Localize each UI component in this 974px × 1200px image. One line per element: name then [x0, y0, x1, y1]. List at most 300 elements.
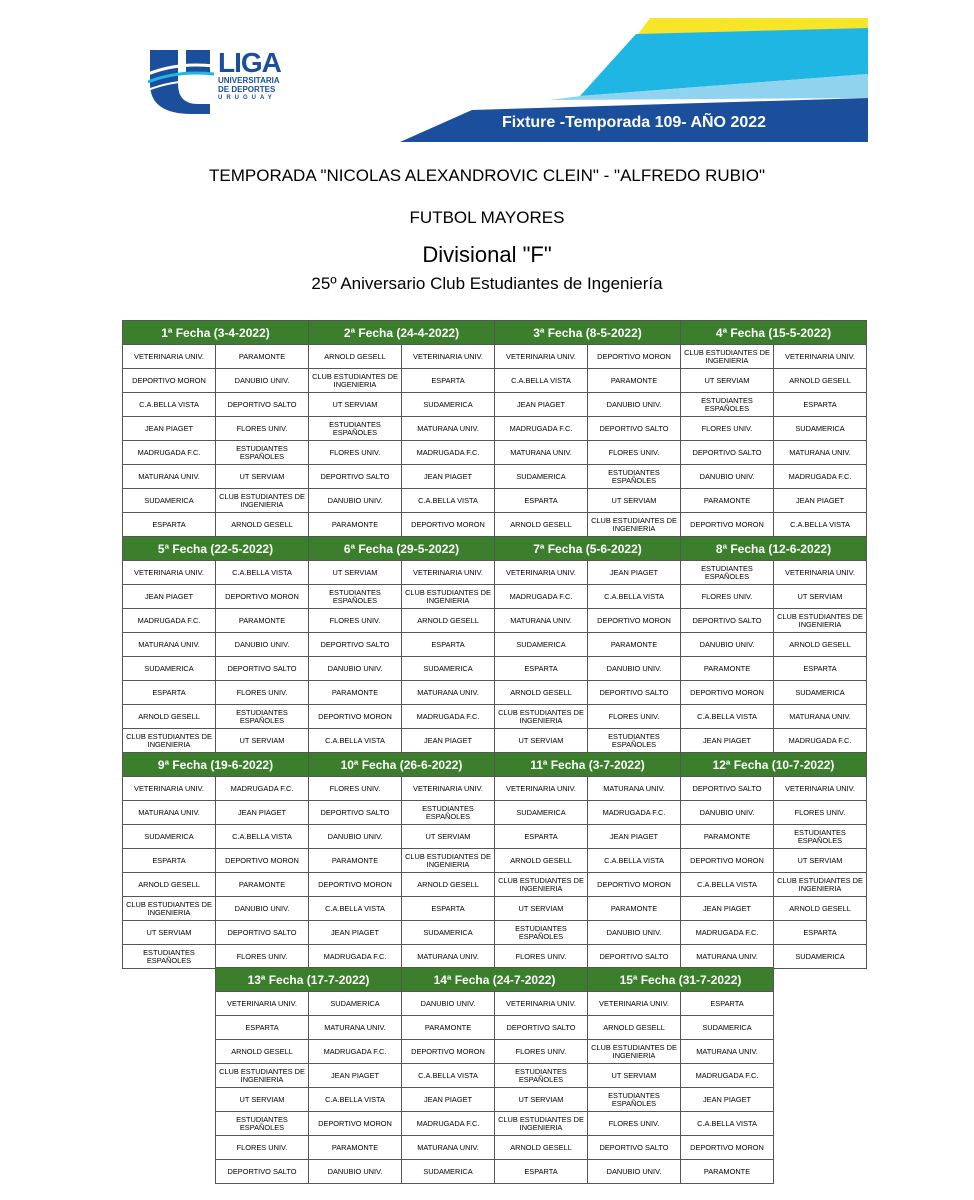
fecha-title: 5ª Fecha (22-5-2022) [123, 537, 309, 561]
away-team: MATURANA UNIV. [402, 417, 495, 441]
away-team: ESPARTA [402, 369, 495, 393]
match-row [123, 465, 309, 489]
match-row [681, 945, 867, 969]
match-row [216, 1064, 402, 1088]
match-row [123, 561, 309, 585]
away-team: FLORES UNIV. [774, 801, 867, 825]
home-team: ESPARTA [495, 825, 588, 849]
logo-line1: UNIVERSITARIA [218, 76, 280, 85]
match-row [216, 1136, 402, 1160]
away-team: PARAMONTE [681, 1160, 774, 1184]
match-row [216, 1016, 402, 1040]
home-team: ESTUDIANTES ESPAÑOLES [123, 945, 216, 969]
home-team: VETERINARIA UNIV. [495, 561, 588, 585]
match-row [309, 441, 495, 465]
away-team: C.A.BELLA VISTA [216, 825, 309, 849]
away-team: DEPORTIVO SALTO [588, 417, 681, 441]
logo-text [218, 47, 281, 102]
away-team: C.A.BELLA VISTA [774, 513, 867, 537]
home-team: JEAN PIAGET [402, 1088, 495, 1112]
match-row [588, 1040, 774, 1064]
away-team: SUDAMERICA [402, 921, 495, 945]
match-row [123, 681, 309, 705]
away-team: ESPARTA [495, 1160, 588, 1184]
home-team: MADRUGADA F.C. [681, 921, 774, 945]
home-team: CLUB ESTUDIANTES DE INGENIERIA [123, 729, 216, 753]
away-team: MATURANA UNIV. [681, 1040, 774, 1064]
match-row [309, 657, 495, 681]
away-team: ESPARTA [774, 657, 867, 681]
fecha-table-3 [494, 320, 681, 537]
home-team: ESPARTA [216, 1016, 309, 1040]
away-team: DEPORTIVO MORON [402, 513, 495, 537]
home-team: MATURANA UNIV. [123, 465, 216, 489]
fecha-title: 15ª Fecha (31-7-2022) [588, 968, 774, 992]
fecha-table-2 [308, 320, 495, 537]
away-team: VETERINARIA UNIV. [402, 345, 495, 369]
home-team: ESTUDIANTES ESPAÑOLES [309, 417, 402, 441]
home-team: JEAN PIAGET [123, 585, 216, 609]
away-team: UT SERVIAM [774, 585, 867, 609]
home-team: CLUB ESTUDIANTES DE INGENIERIA [216, 1064, 309, 1088]
home-team: ESTUDIANTES ESPAÑOLES [309, 585, 402, 609]
match-row [309, 465, 495, 489]
home-team: ARNOLD GESELL [495, 681, 588, 705]
home-team: ARNOLD GESELL [588, 1016, 681, 1040]
away-team: FLORES UNIV. [216, 945, 309, 969]
match-row [123, 441, 309, 465]
home-team: ESPARTA [123, 513, 216, 537]
home-team: DEPORTIVO MORON [681, 513, 774, 537]
home-team: DANUBIO UNIV. [681, 633, 774, 657]
home-team: DANUBIO UNIV. [402, 992, 495, 1016]
fecha-table-8 [680, 536, 867, 753]
away-team: MADRUGADA F.C. [402, 705, 495, 729]
fecha-table-9 [122, 752, 309, 969]
home-team: DEPORTIVO MORON [123, 369, 216, 393]
match-row [402, 992, 588, 1016]
away-team: PARAMONTE [309, 1136, 402, 1160]
home-team: PARAMONTE [681, 825, 774, 849]
fecha-table-13 [215, 967, 402, 1184]
match-row [495, 729, 681, 753]
home-team: MATURANA UNIV. [402, 1136, 495, 1160]
match-row [588, 1136, 774, 1160]
match-row [495, 825, 681, 849]
away-team: C.A.BELLA VISTA [309, 1088, 402, 1112]
away-team: DANUBIO UNIV. [216, 633, 309, 657]
away-team: MATURANA UNIV. [774, 705, 867, 729]
home-team: DANUBIO UNIV. [309, 489, 402, 513]
away-team: ESTUDIANTES ESPAÑOLES [402, 801, 495, 825]
away-team: DEPORTIVO MORON [216, 849, 309, 873]
home-team: VETERINARIA UNIV. [495, 777, 588, 801]
home-team: UT SERVIAM [495, 897, 588, 921]
away-team: C.A.BELLA VISTA [681, 1112, 774, 1136]
home-team: C.A.BELLA VISTA [402, 1064, 495, 1088]
home-team: ESPARTA [123, 681, 216, 705]
match-row [309, 921, 495, 945]
away-team: DANUBIO UNIV. [588, 393, 681, 417]
home-team: PARAMONTE [681, 657, 774, 681]
away-team: SUDAMERICA [681, 1016, 774, 1040]
home-team: ARNOLD GESELL [123, 873, 216, 897]
home-team: ESTUDIANTES ESPAÑOLES [216, 1112, 309, 1136]
away-team: UT SERVIAM [216, 465, 309, 489]
logo-mark-icon [148, 50, 214, 114]
match-row [495, 681, 681, 705]
match-row [495, 369, 681, 393]
match-row [588, 1160, 774, 1184]
away-team: VETERINARIA UNIV. [774, 561, 867, 585]
away-team: DEPORTIVO SALTO [216, 657, 309, 681]
away-team: MADRUGADA F.C. [588, 801, 681, 825]
away-team: ESPARTA [402, 633, 495, 657]
match-row [123, 897, 309, 921]
home-team: SUDAMERICA [402, 1160, 495, 1184]
fecha-table-1 [122, 320, 309, 537]
home-team: CLUB ESTUDIANTES DE INGENIERIA [309, 369, 402, 393]
home-team: UT SERVIAM [216, 1088, 309, 1112]
division-title: Divisional "F" [422, 242, 552, 267]
match-row [681, 729, 867, 753]
away-team: VETERINARIA UNIV. [774, 777, 867, 801]
home-team: VETERINARIA UNIV. [123, 561, 216, 585]
match-row [123, 873, 309, 897]
home-team: FLORES UNIV. [588, 1112, 681, 1136]
away-team: ARNOLD GESELL [774, 897, 867, 921]
home-team: SUDAMERICA [495, 801, 588, 825]
away-team: CLUB ESTUDIANTES DE INGENIERIA [216, 489, 309, 513]
match-row [309, 585, 495, 609]
match-row [309, 417, 495, 441]
away-team: ARNOLD GESELL [774, 633, 867, 657]
home-team: PARAMONTE [402, 1016, 495, 1040]
away-team: DANUBIO UNIV. [309, 1160, 402, 1184]
away-team: CLUB ESTUDIANTES DE INGENIERIA [588, 513, 681, 537]
home-team: FLORES UNIV. [309, 609, 402, 633]
away-team: DANUBIO UNIV. [588, 657, 681, 681]
match-row [123, 609, 309, 633]
away-team: CLUB ESTUDIANTES DE INGENIERIA [402, 849, 495, 873]
away-team: C.A.BELLA VISTA [588, 849, 681, 873]
match-row [588, 1064, 774, 1088]
match-row [681, 633, 867, 657]
away-team: FLORES UNIV. [588, 441, 681, 465]
match-row [123, 921, 309, 945]
match-row [588, 1112, 774, 1136]
match-row [309, 825, 495, 849]
away-team: C.A.BELLA VISTA [588, 585, 681, 609]
match-row [681, 465, 867, 489]
match-row [309, 777, 495, 801]
away-team: JEAN PIAGET [309, 1064, 402, 1088]
match-row [309, 945, 495, 969]
away-team: ESTUDIANTES ESPAÑOLES [588, 729, 681, 753]
home-team: DEPORTIVO MORON [402, 1040, 495, 1064]
away-team: VETERINARIA UNIV. [402, 561, 495, 585]
home-team: FLORES UNIV. [681, 585, 774, 609]
away-team: DEPORTIVO MORON [588, 873, 681, 897]
match-row [681, 849, 867, 873]
match-row [495, 873, 681, 897]
away-team: ARNOLD GESELL [402, 873, 495, 897]
match-row [123, 849, 309, 873]
match-row [309, 561, 495, 585]
home-team: ESPARTA [123, 849, 216, 873]
away-team: JEAN PIAGET [402, 729, 495, 753]
home-team: JEAN PIAGET [681, 729, 774, 753]
home-team: DANUBIO UNIV. [681, 465, 774, 489]
away-team: DEPORTIVO SALTO [495, 1016, 588, 1040]
away-team: C.A.BELLA VISTA [402, 489, 495, 513]
match-row [495, 345, 681, 369]
match-row [681, 681, 867, 705]
match-row [681, 561, 867, 585]
match-row [681, 873, 867, 897]
fecha-table-4 [680, 320, 867, 537]
away-team: ARNOLD GESELL [216, 513, 309, 537]
away-team: ESPARTA [774, 921, 867, 945]
away-team: MATURANA UNIV. [588, 777, 681, 801]
home-team: VETERINARIA UNIV. [216, 992, 309, 1016]
match-row [495, 561, 681, 585]
away-team: FLORES UNIV. [495, 1040, 588, 1064]
away-team: DANUBIO UNIV. [588, 921, 681, 945]
home-team: CLUB ESTUDIANTES DE INGENIERIA [123, 897, 216, 921]
match-row [495, 417, 681, 441]
home-team: SUDAMERICA [495, 465, 588, 489]
home-team: ARNOLD GESELL [495, 849, 588, 873]
away-team: SUDAMERICA [402, 393, 495, 417]
home-team: DEPORTIVO SALTO [681, 777, 774, 801]
home-team: UT SERVIAM [495, 729, 588, 753]
away-team: CLUB ESTUDIANTES DE INGENIERIA [495, 1112, 588, 1136]
match-row [309, 369, 495, 393]
away-team: MADRUGADA F.C. [774, 729, 867, 753]
away-team: FLORES UNIV. [588, 705, 681, 729]
fecha-title: 11ª Fecha (3-7-2022) [495, 753, 681, 777]
home-team: DEPORTIVO MORON [681, 681, 774, 705]
home-team: DEPORTIVO SALTO [681, 609, 774, 633]
home-team: ESPARTA [495, 657, 588, 681]
away-team: SUDAMERICA [402, 657, 495, 681]
home-team: SUDAMERICA [123, 489, 216, 513]
away-team: ARNOLD GESELL [774, 369, 867, 393]
away-team: CLUB ESTUDIANTES DE INGENIERIA [774, 609, 867, 633]
match-row [495, 633, 681, 657]
fecha-table-7 [494, 536, 681, 753]
fecha-title: 3ª Fecha (8-5-2022) [495, 321, 681, 345]
away-team: SUDAMERICA [774, 681, 867, 705]
home-team: MADRUGADA F.C. [123, 609, 216, 633]
fecha-title: 14ª Fecha (24-7-2022) [402, 968, 588, 992]
match-row [123, 489, 309, 513]
match-row [681, 921, 867, 945]
home-team: CLUB ESTUDIANTES DE INGENIERIA [495, 873, 588, 897]
away-team: MATURANA UNIV. [774, 441, 867, 465]
away-team: MADRUGADA F.C. [402, 441, 495, 465]
home-team: MATURANA UNIV. [123, 633, 216, 657]
home-team: FLORES UNIV. [495, 945, 588, 969]
away-team: ESTUDIANTES ESPAÑOLES [495, 1064, 588, 1088]
match-row [309, 873, 495, 897]
season-title: TEMPORADA "NICOLAS ALEXANDROVIC CLEIN" - "ALFREDO RUBIO" [209, 166, 765, 185]
match-row [216, 1112, 402, 1136]
away-team: JEAN PIAGET [216, 801, 309, 825]
home-team: DEPORTIVO MORON [309, 873, 402, 897]
anniversary-title: 25º Aniversario Club Estudiantes de Ingeniería [311, 274, 663, 293]
home-team: PARAMONTE [309, 513, 402, 537]
home-team: CLUB ESTUDIANTES DE INGENIERIA [588, 1040, 681, 1064]
match-row [123, 705, 309, 729]
fecha-title: 13ª Fecha (17-7-2022) [216, 968, 402, 992]
match-row [681, 825, 867, 849]
match-row [309, 681, 495, 705]
match-row [681, 657, 867, 681]
away-team: FLORES UNIV. [216, 681, 309, 705]
home-team: MATURANA UNIV. [495, 609, 588, 633]
home-team: MADRUGADA F.C. [402, 1112, 495, 1136]
home-team: PARAMONTE [309, 849, 402, 873]
match-row [681, 705, 867, 729]
match-row [309, 609, 495, 633]
away-team: DEPORTIVO MORON [588, 345, 681, 369]
away-team: DANUBIO UNIV. [216, 369, 309, 393]
match-row [495, 945, 681, 969]
away-team: ARNOLD GESELL [402, 609, 495, 633]
match-row [309, 633, 495, 657]
match-row [495, 657, 681, 681]
match-row [681, 513, 867, 537]
away-team: MATURANA UNIV. [402, 945, 495, 969]
home-team: ARNOLD GESELL [216, 1040, 309, 1064]
match-row [681, 369, 867, 393]
match-row [402, 1112, 588, 1136]
home-team: CLUB ESTUDIANTES DE INGENIERIA [495, 705, 588, 729]
home-team: MADRUGADA F.C. [495, 585, 588, 609]
home-team: ESPARTA [495, 489, 588, 513]
home-team: JEAN PIAGET [495, 393, 588, 417]
home-team: UT SERVIAM [681, 369, 774, 393]
away-team: CLUB ESTUDIANTES DE INGENIERIA [774, 873, 867, 897]
match-row [681, 345, 867, 369]
home-team: CLUB ESTUDIANTES DE INGENIERIA [681, 345, 774, 369]
away-team: PARAMONTE [216, 345, 309, 369]
logo-line3: URUGUAY [218, 95, 276, 101]
match-row [123, 369, 309, 393]
match-row [495, 441, 681, 465]
away-team: ESTUDIANTES ESPAÑOLES [774, 825, 867, 849]
home-team: DEPORTIVO SALTO [309, 633, 402, 657]
fecha-title: 12ª Fecha (10-7-2022) [681, 753, 867, 777]
away-team: UT SERVIAM [216, 729, 309, 753]
category-title: FUTBOL MAYORES [409, 208, 565, 227]
match-row [216, 1088, 402, 1112]
fecha-title: 4ª Fecha (15-5-2022) [681, 321, 867, 345]
match-row [495, 585, 681, 609]
match-row [588, 1016, 774, 1040]
away-team: JEAN PIAGET [774, 489, 867, 513]
fecha-title: 9ª Fecha (19-6-2022) [123, 753, 309, 777]
match-row [309, 729, 495, 753]
match-row [681, 777, 867, 801]
home-team: UT SERVIAM [309, 561, 402, 585]
match-row [588, 1088, 774, 1112]
match-row [681, 417, 867, 441]
fecha-title: 1ª Fecha (3-4-2022) [123, 321, 309, 345]
match-row [681, 801, 867, 825]
away-team: VETERINARIA UNIV. [774, 345, 867, 369]
home-team: DEPORTIVO MORON [309, 705, 402, 729]
match-row [216, 1040, 402, 1064]
home-team: ESTUDIANTES ESPAÑOLES [681, 561, 774, 585]
home-team: ARNOLD GESELL [495, 513, 588, 537]
match-row [495, 849, 681, 873]
away-team: CLUB ESTUDIANTES DE INGENIERIA [402, 585, 495, 609]
away-team: JEAN PIAGET [402, 465, 495, 489]
away-team: SUDAMERICA [309, 992, 402, 1016]
home-team: MADRUGADA F.C. [123, 441, 216, 465]
match-row [495, 921, 681, 945]
home-team: DEPORTIVO SALTO [588, 1136, 681, 1160]
away-team: PARAMONTE [216, 873, 309, 897]
home-team: DANUBIO UNIV. [309, 657, 402, 681]
fecha-table-11 [494, 752, 681, 969]
match-row [495, 465, 681, 489]
away-team: FLORES UNIV. [216, 417, 309, 441]
away-team: DEPORTIVO MORON [216, 585, 309, 609]
home-team: SUDAMERICA [123, 825, 216, 849]
match-row [681, 609, 867, 633]
fecha-title: 10ª Fecha (26-6-2022) [309, 753, 495, 777]
match-row [681, 441, 867, 465]
away-team: ESPARTA [774, 393, 867, 417]
away-team: VETERINARIA UNIV. [402, 777, 495, 801]
away-team: ESTUDIANTES ESPAÑOLES [216, 705, 309, 729]
home-team: VETERINARIA UNIV. [588, 992, 681, 1016]
match-row [402, 1016, 588, 1040]
logo-liga: LIGA [218, 47, 281, 78]
home-team: FLORES UNIV. [216, 1136, 309, 1160]
away-team: PARAMONTE [588, 633, 681, 657]
match-row [123, 945, 309, 969]
home-team: C.A.BELLA VISTA [495, 369, 588, 393]
match-row [402, 1064, 588, 1088]
match-row [681, 489, 867, 513]
home-team: C.A.BELLA VISTA [309, 897, 402, 921]
match-row [402, 1136, 588, 1160]
match-row [402, 1160, 588, 1184]
away-team: VETERINARIA UNIV. [495, 992, 588, 1016]
match-row [216, 992, 402, 1016]
home-team: VETERINARIA UNIV. [495, 345, 588, 369]
fecha-title: 6ª Fecha (29-5-2022) [309, 537, 495, 561]
fecha-title: 8ª Fecha (12-6-2022) [681, 537, 867, 561]
home-team: ESTUDIANTES ESPAÑOLES [588, 1088, 681, 1112]
home-team: FLORES UNIV. [681, 417, 774, 441]
match-row [309, 897, 495, 921]
home-team: C.A.BELLA VISTA [681, 705, 774, 729]
home-team: DEPORTIVO MORON [681, 849, 774, 873]
home-team: JEAN PIAGET [309, 921, 402, 945]
match-row [681, 393, 867, 417]
away-team: DEPORTIVO SALTO [216, 393, 309, 417]
home-team: FLORES UNIV. [309, 441, 402, 465]
home-team: MADRUGADA F.C. [495, 417, 588, 441]
match-row [123, 633, 309, 657]
match-row [123, 513, 309, 537]
